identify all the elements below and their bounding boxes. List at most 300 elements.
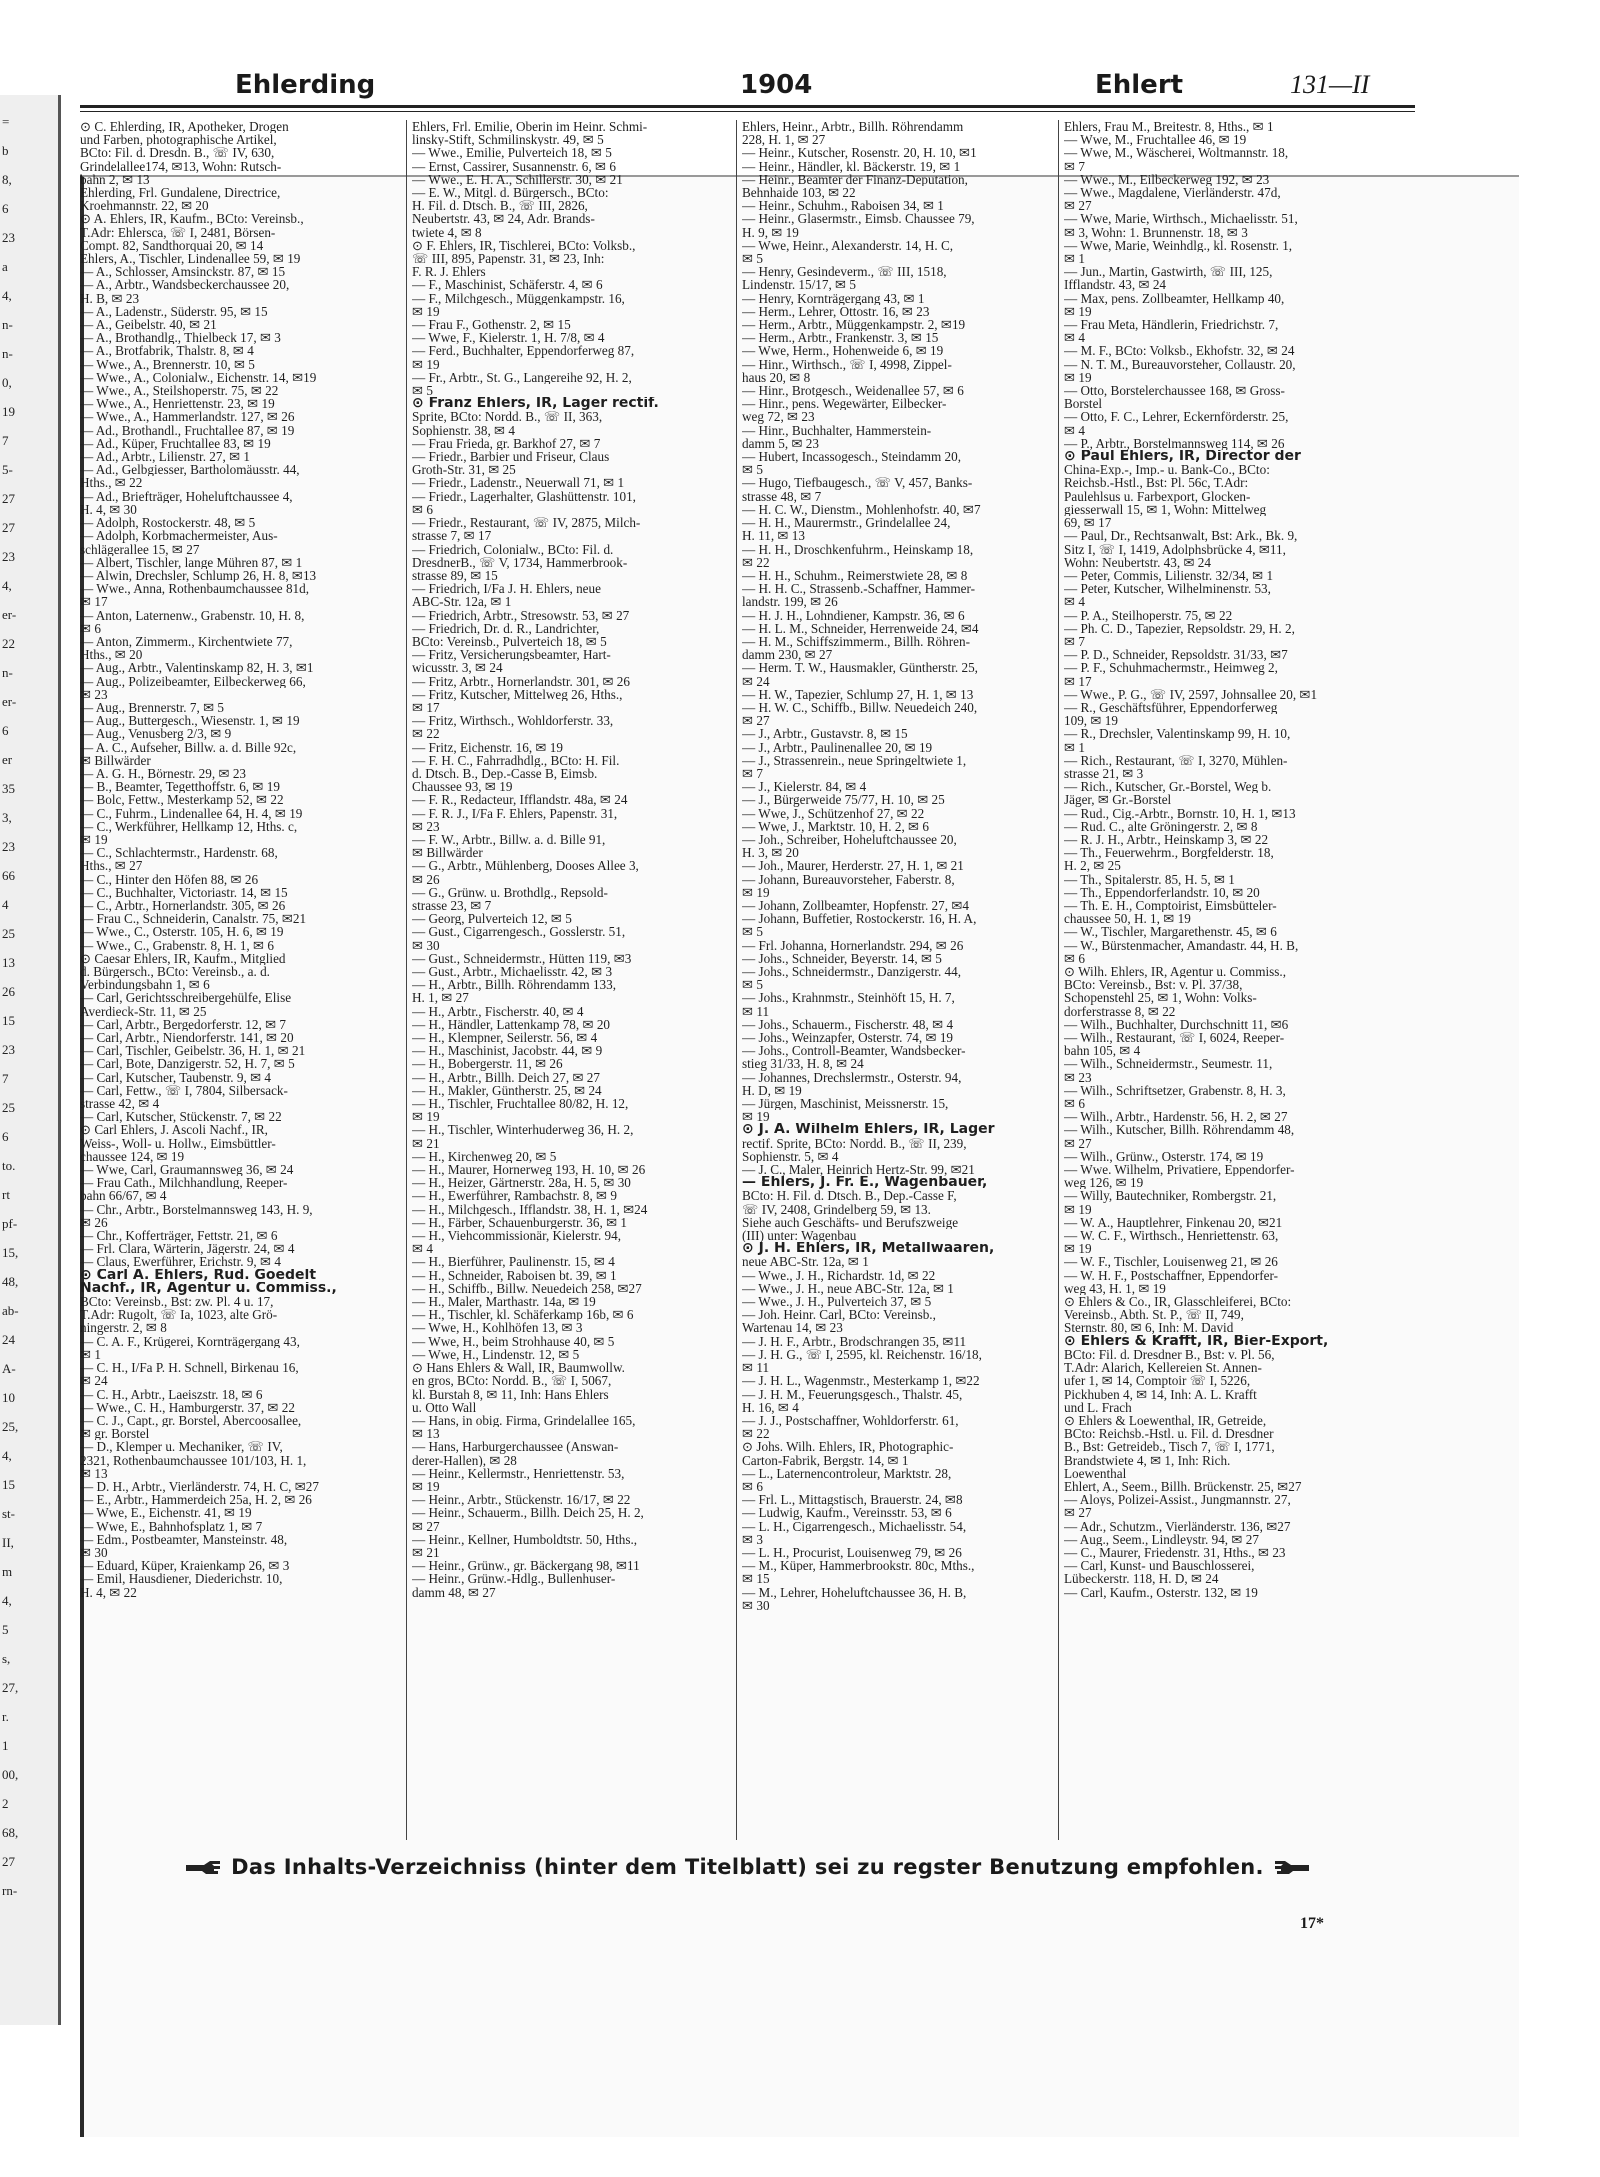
directory-entry-line: — Wwe, H., Lindenstr. 12, ✉ 5 xyxy=(412,1347,580,1362)
directory-entry-line: — Frau Frieda, gr. Barkhof 27, ✉ 7 xyxy=(412,436,601,451)
directory-entry-line: — H. C. W., Dienstm., Mohlenhofstr. 40, ✉7 xyxy=(742,502,981,517)
directory-entry-line: — Wwe., A., Henriettenstr. 23, ✉ 19 xyxy=(80,397,275,411)
directory-entry-line: — H., Tischler, Fruchtallee 80/82, H. 12, xyxy=(412,1097,629,1111)
directory-entry-line: — Adr., Schutzm., Vierländerstr. 136, ✉27 xyxy=(1064,1519,1291,1533)
directory-entry-line: H. Fil. d. Dtsch. B., ☏ III, 2826, xyxy=(412,199,588,213)
directory-entry-line: damm 230, ✉ 27 xyxy=(742,648,833,662)
directory-entry-line: — J. H. L., Wagenmstr., Mesterkamp 1, ✉22 xyxy=(742,1374,980,1388)
directory-entry-line: — Hinr., Buchhalter, Hammerstein- xyxy=(742,423,932,437)
directory-entry-line: — J. H. G., ☏ I, 2595, kl. Reichenstr. 16/18, xyxy=(742,1347,982,1362)
facing-page-fragment: 10 xyxy=(2,1390,15,1405)
directory-entry-line: H. D, ✉ 19 xyxy=(742,1083,802,1098)
directory-entry-line: — Carl, Kutscher, Stückenstr. 7, ✉ 22 xyxy=(80,1110,282,1124)
facing-page-fragment: n- xyxy=(2,665,13,680)
facing-page-fragment: ab- xyxy=(2,1303,19,1318)
directory-entry-line: — Wwe, F., Kielerstr. 1, H. 7/8, ✉ 4 xyxy=(412,331,605,345)
directory-entry-line: ☏ III, 895, Papenstr. 31, ✉ 23, Inh: xyxy=(412,252,605,266)
directory-entry-line: — Aug., Polizeibeamter, Eilbeckerweg 66, xyxy=(80,674,306,688)
facing-page-fragment: n- xyxy=(2,346,13,361)
directory-entry-line: — Johs., Schneidermstr., Danzigerstr. 44, xyxy=(742,965,962,979)
directory-entry-line: ✉ 19 xyxy=(742,1110,770,1124)
directory-entry-line: ✉ 26 xyxy=(80,1215,108,1230)
directory-entry-line: — J. J., Postschaffner, Wohldorferstr. 61, xyxy=(742,1413,959,1428)
directory-entry-line: — H., Arbtr., Fischerstr. 40, ✉ 4 xyxy=(412,1004,584,1018)
directory-entry-line: ✉ 6 xyxy=(412,502,433,517)
directory-entry-line: — Friedrich, Colonialw., BCto: Fil. d. xyxy=(412,542,614,556)
facing-page-fragment: 2 xyxy=(2,1796,9,1811)
directory-entry-line: ✉ 17 xyxy=(80,595,108,609)
directory-entry-line: — C., Arbtr., Hornerlandstr. 305, ✉ 26 xyxy=(80,898,286,913)
directory-entry-line: H. 4, ✉ 30 xyxy=(80,502,137,517)
directory-entry-line: China-Exp.-, Imp.- u. Bank-Co., BCto: xyxy=(1064,463,1270,477)
directory-entry-line: ✉ 1 xyxy=(1064,740,1085,754)
directory-entry-line: ABC-Str. 12a, ✉ 1 xyxy=(412,595,512,609)
directory-entry-line: ✉ 22 xyxy=(742,1427,770,1441)
directory-entry-line: — H., Ewerführer, Rambachstr. 8, ✉ 9 xyxy=(412,1189,617,1203)
facing-page-fragment: 4, xyxy=(2,1448,12,1463)
directory-entry-line: ✉ 7 xyxy=(1064,159,1085,173)
directory-entry-line: — Heinr., Händler, kl. Bäckerstr. 19, ✉ 1 xyxy=(742,159,961,173)
facing-page-fragment: a xyxy=(2,259,8,274)
directory-entry-line: — H. W., Tapezier, Schlump 27, H. 1, ✉ 13 xyxy=(742,687,974,701)
signature-mark: 17* xyxy=(1300,1915,1324,1932)
directory-entry-line: — Otto, Borstelerchaussee 168, ✉ Gross- xyxy=(1064,384,1285,398)
directory-entry-line: ✉ 5 xyxy=(742,978,763,992)
header-first-entry: Ehlerding xyxy=(235,70,376,100)
directory-entry-line: H. 16, ✉ 4 xyxy=(742,1400,799,1414)
directory-entry-line: — Gust., Cigarrengesch., Gosslerstr. 51, xyxy=(412,925,626,939)
directory-entry-line: — C., Hinter den Höfen 88, ✉ 26 xyxy=(80,872,259,886)
directory-entry-line: landstr. 199, ✉ 26 xyxy=(742,595,838,609)
directory-entry-line: — Willy, Bautechniker, Rombergstr. 21, xyxy=(1064,1189,1277,1203)
directory-entry-line: ✉ 17 xyxy=(1064,674,1092,688)
directory-entry-line: — G., Arbtr., Mühlenberg, Dooses Allee 3, xyxy=(412,859,639,873)
directory-entry-line: — Wwe., A., Steilshoperstr. 75, ✉ 22 xyxy=(80,384,279,398)
directory-entry-line: — Fritz, Wirthsch., Wohldorferstr. 33, xyxy=(412,714,614,728)
directory-entry-line: Nachf., IR, Agentur u. Commiss., xyxy=(80,1281,337,1296)
directory-entry-line: — Hinr., Wirthsch., ☏ I, 4998, Zippel- xyxy=(742,357,952,371)
directory-entry-line: — Rud. C., alte Gröningerstr. 2, ✉ 8 xyxy=(1064,819,1258,833)
directory-entry-line: Sternstr. 80, ✉ 6, Inh: M. David xyxy=(1064,1321,1234,1335)
directory-entry-line: — Ad., Arbtr., Lilienstr. 27, ✉ 1 xyxy=(80,450,251,464)
directory-entry-line: — W. C. F., Wirthsch., Henriettenstr. 63, xyxy=(1064,1229,1279,1243)
facing-page-fragment: 4, xyxy=(2,578,12,593)
directory-entry-line: — H. H., Droschkenfuhrm., Heinskamp 18, xyxy=(742,542,974,556)
facing-page-fragment: 24 xyxy=(2,1332,15,1347)
directory-entry-line: — Frau C., Schneiderin, Canalstr. 75, ✉21 xyxy=(80,912,307,926)
directory-entry-line: — A., Schlosser, Amsinckstr. 87, ✉ 15 xyxy=(80,265,286,279)
directory-entry-line: Pickhuben 4, ✉ 14, Inh: A. L. Krafft xyxy=(1064,1387,1257,1401)
facing-page-fragment: to. xyxy=(2,1158,16,1173)
directory-entry-line: Loewenthal xyxy=(1064,1466,1127,1480)
directory-entry-line: — Alwin, Drechsler, Schlump 26, H. 8, ✉13 xyxy=(80,568,317,583)
directory-entry-line: — C., Schlachtermstr., Hardenstr. 68, xyxy=(80,846,278,860)
directory-entry-line: — W. F., Tischler, Louisenweg 21, ✉ 26 xyxy=(1064,1255,1278,1269)
directory-entry-line: ⊙ C. Ehlerding, IR, Apotheker, Drogen xyxy=(80,120,289,134)
facing-page-fragment: 27 xyxy=(2,1854,15,1869)
directory-entry-line: — Wwe., Anna, Rothenbaumchaussee 81d, xyxy=(80,582,310,596)
directory-entry-line: — P. A., Steilhoperstr. 75, ✉ 22 xyxy=(1064,608,1233,622)
directory-entry-line: — Ad., Küper, Fruchtallee 83, ✉ 19 xyxy=(80,436,271,451)
page-header xyxy=(80,70,1400,110)
directory-entry-line: Ifflandstr. 43, ✉ 24 xyxy=(1064,278,1167,292)
directory-entry-line: — Claus, Ewerführer, Erichstr. 9, ✉ 4 xyxy=(80,1255,281,1269)
header-rule-thin xyxy=(80,111,1415,112)
directory-entry-line: — Frau F., Gothenstr. 2, ✉ 15 xyxy=(412,318,571,332)
directory-entry-line: ✉ 11 xyxy=(742,1004,770,1018)
directory-entry-line: — Frl. Clara, Wärterin, Jägerstr. 24, ✉ 4 xyxy=(80,1242,295,1256)
directory-entry-line: weg 72, ✉ 23 xyxy=(742,410,815,424)
directory-entry-line: — Eduard, Küper, Kraienkamp 26, ✉ 3 xyxy=(80,1559,290,1573)
facing-page-fragment: 35 xyxy=(2,781,15,796)
directory-entry-line: — Joh., Schreiber, Hoheluftchaussee 20, xyxy=(742,832,957,847)
directory-entry-line: — W. H. F., Postschaffner, Eppendorfer- xyxy=(1064,1268,1278,1282)
directory-entry-line: — Adolph, Korbmachermeister, Aus- xyxy=(80,529,278,543)
directory-entry-line: d. Bürgersch., BCto: Vereinsb., a. d. xyxy=(80,965,270,979)
directory-entry-line: — Johs., Weinzapfer, Osterstr. 74, ✉ 19 xyxy=(742,1031,954,1045)
directory-entry-line: — Bolc, Fettw., Mesterkamp 52, ✉ 22 xyxy=(80,793,284,807)
facing-page-fragment: 27, xyxy=(2,1680,19,1695)
facing-page-fragment: 3, xyxy=(2,810,12,825)
directory-entry-line: ✉ 6 xyxy=(742,1479,763,1494)
directory-entry-line: — Henry, Kornträgergang 43, ✉ 1 xyxy=(742,291,925,305)
directory-entry-line: — J., Bürgerweide 75/77, H. 10, ✉ 25 xyxy=(742,793,945,807)
directory-entry-line: Ehlers, Frau M., Breitestr. 8, Hths., ✉ 1 xyxy=(1064,120,1274,134)
directory-entry-line: — Wwe., A., Hammerlandstr. 127, ✉ 26 xyxy=(80,410,295,424)
directory-entry-line: — H., Bierführer, Paulinenstr. 15, ✉ 4 xyxy=(412,1255,615,1269)
directory-entry-line: — N. T. M., Bureauvorsteher, Collaustr. 20, xyxy=(1064,357,1296,371)
directory-entry-line: — Herm. T. W., Hausmakler, Güntherstr. 25, xyxy=(742,661,978,675)
directory-entry-line: — Fritz, Versicherungsbeamter, Hart- xyxy=(412,648,611,662)
directory-entry-line: — Chr., Arbtr., Borstelmannsweg 143, H. 9, xyxy=(80,1202,313,1216)
directory-entry-line: giesserwall 15, ✉ 1, Wohn: Mittelweg xyxy=(1064,502,1267,517)
facing-page-fragment: 23 xyxy=(2,549,15,564)
directory-entry-line: — Wwe, Marie, Weinhdlg., kl. Rosenstr. 1, xyxy=(1064,238,1293,253)
directory-entry-line: ⊙ Ehlers & Co., IR, Glasschleiferei, BCto: xyxy=(1064,1295,1292,1309)
directory-entry-line: — Fritz, Kutscher, Mittelweg 26, Hths., xyxy=(412,687,623,701)
directory-entry-line: Hths., ✉ 27 xyxy=(80,859,143,873)
directory-entry-line: ⊙ Johs. Wilh. Ehlers, IR, Photographic- xyxy=(742,1440,954,1454)
directory-entry-line: Wartenau 14, ✉ 23 xyxy=(742,1321,843,1335)
facing-page-fragment: 0, xyxy=(2,375,12,390)
directory-entry-line: — Max, pens. Zollbeamter, Hellkamp 40, xyxy=(1064,291,1285,305)
directory-entry-line: Reichsb.-Hstl., Bst: Pl. 56c, T.Adr: xyxy=(1064,476,1249,490)
directory-entry-line: — L. H., Procurist, Louisenweg 79, ✉ 26 xyxy=(742,1545,962,1560)
directory-entry-line: ✉ 22 xyxy=(412,727,440,741)
pointing-hand-icon xyxy=(1271,1859,1311,1877)
directory-entry-line: ✉ 19 xyxy=(412,357,440,371)
facing-page-fragment: 4 xyxy=(2,897,9,912)
directory-entry-line: — Wwe., J. H., Pulverteich 37, ✉ 5 xyxy=(742,1295,932,1309)
directory-entry-line: — Wilh., Restaurant, ☏ I, 6024, Reeper- xyxy=(1064,1031,1285,1045)
directory-entry-line: — Johs., Schauerm., Fischerstr. 48, ✉ 4 xyxy=(742,1017,954,1032)
directory-entry-line: ✉ 22 xyxy=(742,555,770,569)
facing-page-edge xyxy=(0,95,61,2025)
column-divider xyxy=(406,120,407,1840)
directory-entry-line: — Emil, Hausdiener, Diederichstr. 10, xyxy=(80,1572,283,1586)
directory-entry-line: Weiss-, Woll- u. Hollw., Eimsbüttler- xyxy=(80,1136,276,1150)
directory-entry-line: Hths., ✉ 22 xyxy=(80,476,143,490)
directory-entry-line: H. 2, ✉ 25 xyxy=(1064,859,1121,873)
directory-entry-line: — E. W., Mitgl. d. Bürgersch., BCto: xyxy=(412,186,609,200)
directory-entry-line: — Heinr., Kutscher, Rosenstr. 20, H. 10, ✉1 xyxy=(742,146,977,160)
directory-entry-line: — Anton, Laternenw., Grabenstr. 10, H. 8, xyxy=(80,608,305,622)
directory-entry-line: — C., Werkführer, Hellkamp 12, Hths. c, xyxy=(80,819,298,833)
directory-entry-line: Jäger, ✉ Gr.-Borstel xyxy=(1064,793,1172,807)
directory-column-4 xyxy=(1064,120,1394,1840)
directory-entry-line: — Ad., Briefträger, Hoheluftchaussee 4, xyxy=(80,489,293,503)
directory-entry-line: — R., Drechsler, Valentinskamp 99, H. 10, xyxy=(1064,727,1291,741)
facing-page-fragment: pf- xyxy=(2,1216,18,1231)
directory-entry-line: ✉ 27 xyxy=(1064,199,1092,213)
directory-entry-line: ⊙ Franz Ehlers, IR, Lager rectif. xyxy=(412,397,659,411)
facing-page-fragment: rn- xyxy=(2,1883,18,1898)
directory-entry-line: — Joh., Maurer, Herderstr. 27, H. 1, ✉ 21 xyxy=(742,859,964,873)
directory-entry-line: strasse 48, ✉ 7 xyxy=(742,489,822,503)
facing-page-fragment: 25 xyxy=(2,1100,15,1115)
directory-entry-line: strasse 7, ✉ 17 xyxy=(412,529,492,543)
facing-page-fragment: 00, xyxy=(2,1767,19,1782)
directory-entry-line: — Frl. Johanna, Hornerlandstr. 294, ✉ 26 xyxy=(742,938,964,952)
directory-entry-line: — G., Grünw. u. Brothdlg., Repsold- xyxy=(412,885,608,899)
facing-page-fragment: 7 xyxy=(2,1071,9,1086)
directory-entry-line: ✉ Billwärder xyxy=(80,753,151,767)
directory-entry-line: BCto: Vereinsb., Pulverteich 18, ✉ 5 xyxy=(412,634,607,649)
facing-page-fragment: er- xyxy=(2,694,17,709)
directory-entry-line: — Carl, Bote, Danzigerstr. 52, H. 7, ✉ 5 xyxy=(80,1057,295,1071)
header-rule-thick xyxy=(80,105,1415,108)
directory-entry-line: — Wwe, H., beim Strohhause 40, ✉ 5 xyxy=(412,1334,615,1348)
directory-entry-line: ✉ 6 xyxy=(1064,1097,1085,1111)
directory-entry-line: BCto: Vereinsb., Bst: zw. Pl. 4 u. 17, xyxy=(80,1295,274,1309)
directory-entry-line: weg 126, ✉ 19 xyxy=(1064,1176,1144,1190)
directory-entry-line: — H. H. C., Strassenb.-Schaffner, Hammer- xyxy=(742,582,975,596)
directory-entry-line: H. 3, ✉ 20 xyxy=(742,846,799,860)
directory-entry-line: — Heinr., Grünw.-Hdlg., Bullenhuser- xyxy=(412,1572,616,1586)
directory-entry-line: — Aug., Brennerstr. 7, ✉ 5 xyxy=(80,700,225,715)
facing-page-fragment: er xyxy=(2,752,13,767)
directory-entry-line: strasse 42, ✉ 4 xyxy=(80,1097,160,1111)
directory-entry-line: — Aug., Seem., Lindleystr. 94, ✉ 27 xyxy=(1064,1532,1259,1546)
directory-entry-line: — Wwe, M., Fruchtallee 46, ✉ 19 xyxy=(1064,133,1247,147)
directory-entry-line: ✉ 21 xyxy=(412,1136,440,1150)
directory-entry-line: — Hinr., pens. Wegewärter, Eilbecker- xyxy=(742,397,947,411)
facing-page-fragment: b xyxy=(2,143,9,158)
directory-entry-line: Verbindungsbahn 1, ✉ 6 xyxy=(80,978,210,992)
directory-entry-line: ✉ 19 xyxy=(412,1479,440,1494)
directory-entry-line: ✉ 5 xyxy=(742,252,763,266)
directory-entry-line: — H., Schiffb., Billw. Neuedeich 258, ✉27 xyxy=(412,1281,642,1296)
directory-entry-line: strasse 21, ✉ 3 xyxy=(1064,766,1144,781)
directory-entry-line: twiete 4, ✉ 8 xyxy=(412,225,482,239)
directory-entry-line: dorferstrasse 8, ✉ 22 xyxy=(1064,1004,1176,1018)
directory-entry-line: Groth-Str. 31, ✉ 25 xyxy=(412,463,516,477)
directory-entry-line: — W., Bürstenmacher, Amandastr. 44, H. B, xyxy=(1064,938,1299,952)
directory-entry-line: ✉ 6 xyxy=(1064,951,1085,965)
directory-entry-line: — Ad., Brothandl., Fruchtallee 87, ✉ 19 xyxy=(80,423,295,437)
directory-entry-line: — Ludwig, Kaufm., Vereinsstr. 53, ✉ 6 xyxy=(742,1506,952,1520)
directory-entry-line: — H., Tischler, kl. Schäferkamp 16b, ✉ 6 xyxy=(412,1308,634,1322)
directory-entry-line: 228, H. 1, ✉ 27 xyxy=(742,133,826,147)
facing-page-fragment: 4, xyxy=(2,288,12,303)
directory-entry-line: — H. H., Schuhm., Reimerstwiete 28, ✉ 8 xyxy=(742,568,968,583)
directory-entry-line: — Ehlers, J. Fr. E., Wagenbauer, xyxy=(742,1176,988,1190)
directory-entry-line: — Ernst, Cassirer, Susannenstr. 6, ✉ 6 xyxy=(412,159,616,173)
directory-entry-line: BCto: Fil. d. Dresdn. B., ☏ IV, 630, xyxy=(80,146,275,160)
directory-entry-line: Neubertstr. 43, ✉ 24, Adr. Brands- xyxy=(412,212,595,226)
directory-entry-line: ✉ 13 xyxy=(412,1427,440,1441)
directory-entry-line: — Friedr., Barbier und Friseur, Claus xyxy=(412,450,610,464)
directory-entry-line: 109, ✉ 19 xyxy=(1064,714,1118,728)
directory-entry-line: ✉ 6 xyxy=(80,621,101,635)
directory-entry-line: — C., Maurer, Friedenstr. 31, Hths., ✉ 23 xyxy=(1064,1545,1286,1560)
directory-entry-line: Ehlers, A., Tischler, Lindenallee 59, ✉ 19 xyxy=(80,252,301,266)
directory-entry-line: — Friedrich, Arbtr., Stresowstr. 53, ✉ 27 xyxy=(412,608,630,622)
directory-entry-line: — Aug., Buttergesch., Wiesenstr. 1, ✉ 19 xyxy=(80,714,300,728)
directory-entry-line: — Friedr., Ladenstr., Neuerwall 71, ✉ 1 xyxy=(412,476,625,490)
directory-entry-line: Hths., ✉ 20 xyxy=(80,648,143,662)
directory-entry-line: ✉ 3, Wohn: 1. Brunnenstr. 18, ✉ 3 xyxy=(1064,225,1248,239)
directory-entry-line: — Henry, Gesindeverm., ☏ III, 1518, xyxy=(742,265,947,279)
directory-entry-line: — Friedrich, Dr. d. R., Landrichter, xyxy=(412,621,600,635)
directory-entry-line: — Ferd., Buchhalter, Eppendorferweg 87, xyxy=(412,344,635,358)
directory-entry-line: Siehe auch Geschäfts- und Berufszweige xyxy=(742,1215,959,1230)
facing-page-fragment: 15 xyxy=(2,1013,15,1028)
facing-page-fragment: er- xyxy=(2,607,17,622)
directory-entry-line: — H., Maschinist, Jacobstr. 44, ✉ 9 xyxy=(412,1044,603,1058)
facing-page-fragment: r. xyxy=(2,1709,9,1724)
directory-entry-line: — Carl, Arbtr., Bergedorferstr. 12, ✉ 7 xyxy=(80,1017,287,1032)
directory-entry-line: BCto: H. Fil. d. Dtsch. B., Dep.-Casse F, xyxy=(742,1189,957,1203)
directory-entry-line: ✉ Billwärder xyxy=(412,846,483,860)
directory-entry-line: ✉ 24 xyxy=(742,674,770,688)
directory-entry-line: — C. H., Arbtr., Laeiszstr. 18, ✉ 6 xyxy=(80,1387,263,1401)
directory-entry-line: ✉ 5 xyxy=(412,384,433,398)
directory-entry-line: — Heinr., Kellermstr., Henriettenstr. 53, xyxy=(412,1466,625,1480)
directory-entry-line: — Johannes, Drechslermstr., Osterstr. 94, xyxy=(742,1070,962,1084)
directory-entry-line: Schopenstehl 25, ✉ 1, Wohn: Volks- xyxy=(1064,991,1257,1005)
directory-entry-line: — H. H., Maurermstr., Grindelallee 24, xyxy=(742,516,951,530)
directory-entry-line: — Ad., Gelbgiesser, Bartholomäusstr. 44, xyxy=(80,463,300,477)
directory-entry-line: — Adolph, Rostockerstr. 48, ✉ 5 xyxy=(80,516,256,530)
directory-entry-line: Ehlerding, Frl. Gundalene, Directrice, xyxy=(80,186,281,200)
directory-entry-line: ✉ 26 xyxy=(412,872,440,886)
directory-entry-line: damm 5, ✉ 23 xyxy=(742,436,819,451)
facing-page-fragment: st- xyxy=(2,1506,15,1521)
directory-entry-line: — Hans, in obig. Firma, Grindelallee 165, xyxy=(412,1413,636,1428)
pointing-hand-icon xyxy=(184,1859,224,1877)
directory-entry-line: ✉ 23 xyxy=(80,687,108,701)
directory-entry-line: — C. J., Capt., gr. Borstel, Abercoosallee, xyxy=(80,1413,302,1428)
directory-entry-line: — Gust., Arbtr., Michaelisstr. 42, ✉ 3 xyxy=(412,965,613,979)
directory-entry-line: — Wwe., M., Eilbeckerweg 192, ✉ 23 xyxy=(1064,172,1270,187)
directory-entry-line: — Frau Meta, Händlerin, Friedrichstr. 7, xyxy=(1064,318,1279,332)
facing-page-fragment: A- xyxy=(2,1361,16,1376)
facing-page-fragment: 68, xyxy=(2,1825,19,1840)
directory-entry-line: Behnhaide 103, ✉ 22 xyxy=(742,186,856,200)
directory-entry-line: ✉ 4 xyxy=(412,1242,433,1256)
directory-entry-line: BCto: Reichsb.-Hstl. u. Fil. d. Dresdner xyxy=(1064,1427,1274,1441)
directory-entry-line: — C. H., I/Fa P. H. Schnell, Birkenau 16, xyxy=(80,1361,299,1375)
directory-entry-line: Vereinsb., Abth. St. P., ☏ II, 749, xyxy=(1064,1308,1244,1322)
facing-page-fragment: 6 xyxy=(2,201,9,216)
directory-entry-line: — Albert, Tischler, lange Mühren 87, ✉ 1 xyxy=(80,555,303,569)
directory-entry-line: T.Adr: Alarich, Kellereien St. Annen- xyxy=(1064,1361,1262,1375)
directory-entry-line: chaussee 50, H. 1, ✉ 19 xyxy=(1064,912,1191,926)
directory-entry-line: — Heinr., Schuhm., Raboisen 34, ✉ 1 xyxy=(742,199,944,213)
directory-entry-line: — Friedr., Restaurant, ☏ IV, 2875, Milch- xyxy=(412,516,641,530)
directory-entry-line: ✉ 5 xyxy=(742,925,763,939)
facing-page-fragment: = xyxy=(2,114,10,129)
facing-page-fragment: 1 xyxy=(2,1738,9,1753)
directory-entry-line: und L. Frach xyxy=(1064,1400,1132,1414)
directory-entry-line: ⊙ Wilh. Ehlers, IR, Agentur u. Commiss., xyxy=(1064,965,1287,979)
directory-entry-line: — P. D., Schneider, Repsoldstr. 31/33, ✉7 xyxy=(1064,648,1288,662)
directory-entry-line: H. 4, ✉ 22 xyxy=(80,1585,137,1599)
directory-entry-line: F. R. J. Ehlers xyxy=(412,265,486,279)
footer-notice xyxy=(80,1855,1415,1879)
directory-entry-line: — W. A., Hauptlehrer, Finkenau 20, ✉21 xyxy=(1064,1215,1283,1230)
directory-entry-line: — A., Brotfabrik, Thalstr. 8, ✉ 4 xyxy=(80,344,254,358)
directory-entry-line: ⊙ Hans Ehlers & Wall, IR, Baumwollw. xyxy=(412,1361,625,1375)
directory-entry-line: Sitz I, ☏ I, 1419, Adolphsbrücke 4, ✉11, xyxy=(1064,542,1286,556)
directory-entry-line: — Carl, Kaufm., Osterstr. 132, ✉ 19 xyxy=(1064,1585,1258,1599)
directory-entry-line: — Rich., Kutscher, Gr.-Borstel, Weg b. xyxy=(1064,780,1272,794)
directory-entry-line: — Jun., Martin, Gastwirth, ☏ III, 125, xyxy=(1064,265,1273,279)
directory-entry-line: — C. A. F., Krügerei, Kornträgergang 43, xyxy=(80,1334,300,1348)
directory-entry-line: — Wwe., P. G., ☏ IV, 2597, Johnsallee 20, ✉1 xyxy=(1064,687,1318,701)
directory-entry-line: ✉ 1 xyxy=(80,1347,101,1362)
facing-page-fragment: 27 xyxy=(2,491,15,506)
directory-entry-line: — Th., Eppendorferlandstr. 10, ✉ 20 xyxy=(1064,885,1260,899)
directory-entry-line: 2321, Rothenbaumchaussee 101/103, H. 1, xyxy=(80,1453,307,1467)
directory-entry-line: — Herm., Arbtr., Frankenstr. 3, ✉ 15 xyxy=(742,331,939,345)
directory-entry-line: — C., Buchhalter, Victoriastr. 14, ✉ 15 xyxy=(80,885,288,899)
directory-entry-line: — H. J. H., Lohndiener, Kampstr. 36, ✉ 6 xyxy=(742,608,965,622)
directory-entry-line: — J., Kielerstr. 84, ✉ 4 xyxy=(742,780,867,794)
directory-entry-line: ✉ 30 xyxy=(742,1598,770,1612)
facing-page-fragment: 15 xyxy=(2,1477,15,1492)
facing-page-fragment: 6 xyxy=(2,723,9,738)
directory-entry-line: — A., Ladenstr., Süderstr. 95, ✉ 15 xyxy=(80,304,268,319)
directory-entry-line: ✉ 21 xyxy=(412,1545,440,1560)
header-last-entry: Ehlert xyxy=(1095,70,1184,100)
directory-entry-line: — H., Klempner, Seilerstr. 56, ✉ 4 xyxy=(412,1031,598,1045)
facing-page-fragment: 6 xyxy=(2,1129,9,1144)
facing-page-fragment: 19 xyxy=(2,404,15,419)
directory-entry-line: und Farben, photographische Artikel, xyxy=(80,133,277,147)
directory-entry-line: — Wilh., Schriftsetzer, Grabenstr. 8, H. 3, xyxy=(1064,1083,1286,1098)
directory-entry-line: — Wwe., Magdalene, Vierländerstr. 47d, xyxy=(1064,186,1281,200)
directory-entry-line: Compt. 82, Sandthorquai 20, ✉ 14 xyxy=(80,238,264,253)
facing-page-fragment: rt xyxy=(2,1187,10,1202)
directory-entry-line: ✉ 23 xyxy=(1064,1070,1092,1084)
directory-entry-line: — Otto, F. C., Lehrer, Eckernförderstr. 25, xyxy=(1064,410,1289,424)
directory-entry-line: — Friedrich, I/Fa J. H. Ehlers, neue xyxy=(412,582,601,596)
directory-entry-line: — Th., Feuerwehrm., Borgfelderstr. 18, xyxy=(1064,846,1274,860)
directory-entry-line: — B., Beamter, Tegetthoffstr. 6, ✉ 19 xyxy=(80,780,280,794)
directory-entry-line: — J., Strassenrein., neue Springeltwiete 1, xyxy=(742,753,967,767)
directory-entry-line: ✉ 5 xyxy=(742,463,763,477)
directory-entry-line: ⊙ J. A. Wilhelm Ehlers, IR, Lager xyxy=(742,1123,995,1137)
directory-entry-line: 69, ✉ 17 xyxy=(1064,516,1112,530)
directory-entry-line: DresdnerB., ☏ V, 1734, Hammerbrook- xyxy=(412,555,628,569)
facing-page-fragment: 27 xyxy=(2,520,15,535)
directory-entry-line: Paulehlsus u. Farbexport, Glocken- xyxy=(1064,489,1251,503)
directory-entry-line: Ehlert, A., Seem., Billh. Brückenstr. 25, ✉27 xyxy=(1064,1479,1302,1494)
directory-entry-line: — Johs., Krahnmstr., Steinhöft 15, H. 7, xyxy=(742,991,955,1005)
directory-entry-line: — Rich., Restaurant, ☏ I, 3270, Mühlen- xyxy=(1064,753,1288,767)
